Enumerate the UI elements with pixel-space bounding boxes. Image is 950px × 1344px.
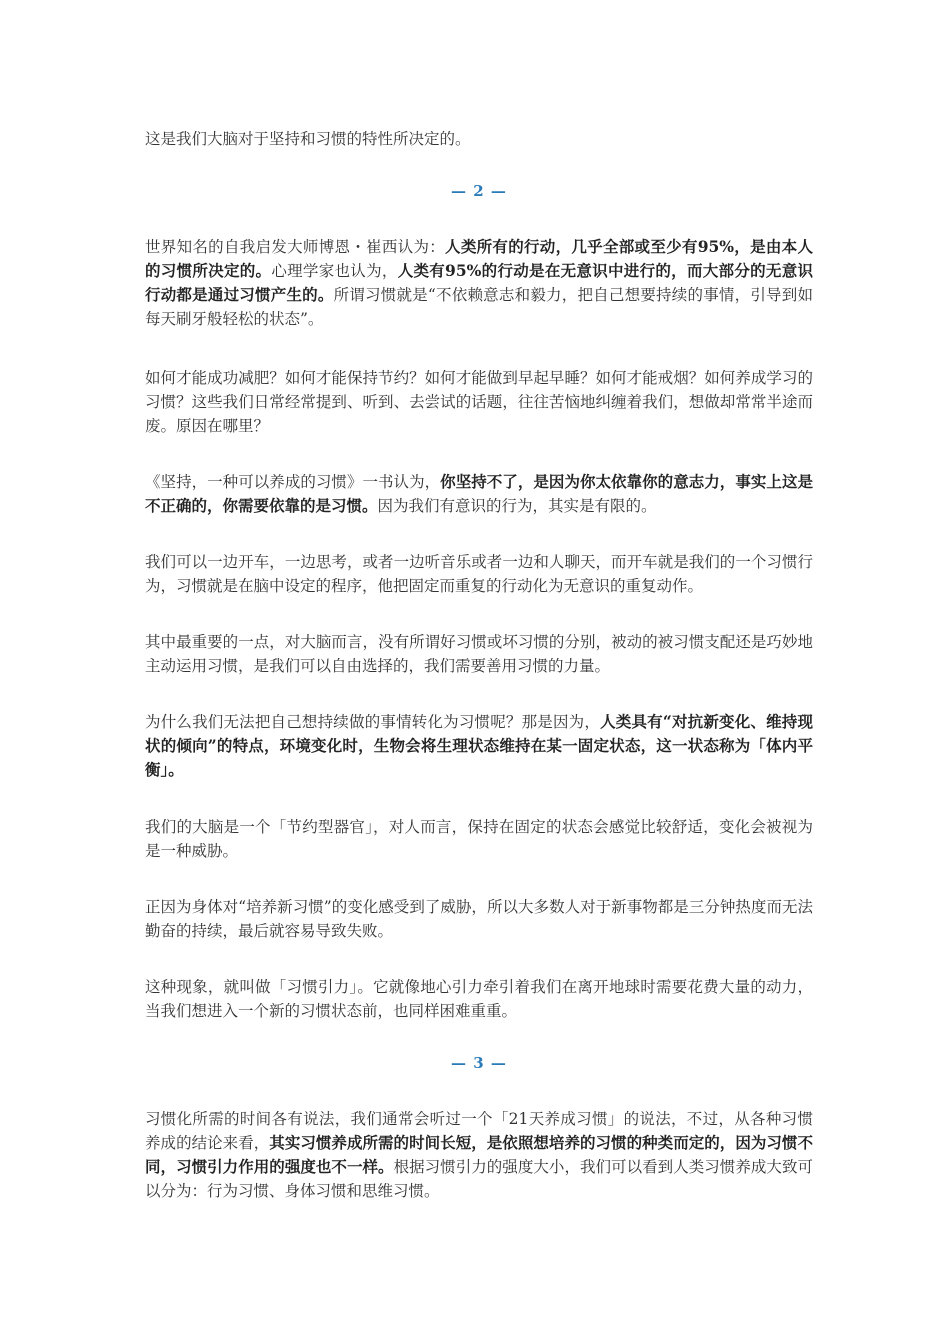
paragraph [145,815,813,863]
paragraph [145,235,813,331]
paragraph [145,550,813,598]
text-run: 习惯化所需的时间各有说法，我们通常会听过一个「21天养成习惯」的说法，不过，从各种习惯养成的结论来看， [145,1110,813,1152]
text-run: 世界知名的自我启发大师博恩・崔西认为： [145,238,446,256]
text-run: 根据习惯引力的强度大小，我们可以看到人类习惯养成大致可以分为：行为习惯、身体习惯和思维习惯。 [145,1158,813,1200]
paragraph [145,127,813,151]
text-run: 我们的大脑是一个「节约型器官」，对人而言，保持在固定的状态会感觉比较舒适，变化会被视为是一种威胁。 [145,818,813,860]
text-run: 心理学家也认为， [271,262,398,280]
bold-text-run: 其实习惯养成所需的时间长短，是依照想培养的习惯的种类而定的，因为习惯不同，习惯引力作用的强度也不一样。 [145,1133,813,1176]
paragraph [145,710,813,782]
text-run: 因为我们有意识的行为，其实是有限的。 [377,497,657,515]
paragraph [145,1107,813,1203]
paragraph [145,470,813,518]
paragraph [145,895,813,943]
text-run: 这种现象，就叫做「习惯引力」。它就像地心引力牵引着我们在离开地球时需要花费大量的动力，当我们想进入一个新的习惯状态前，也同样困难重重。 [145,978,813,1020]
text-run: 为什么我们无法把自己想持续做的事情转化为习惯呢？那是因为， [145,713,601,731]
section-divider: — 3 — [451,1054,507,1072]
text-run: 这是我们大脑对于坚持和习惯的特性所决定的。 [145,130,471,148]
bold-text-run: 人类有95%的行动是在无意识中进行的，而大部分的无意识行动都是通过习惯产生的。 [145,261,813,304]
text-run: 正因为身体对“培养新习惯”的变化感受到了威胁，所以大多数人对于新事物都是三分钟热度而无法勤奋的持续，最后就容易导致失败。 [145,898,813,940]
paragraph [145,366,813,438]
section-divider: — 2 — [451,182,507,200]
bold-text-run: 人类具有“对抗新变化、维持现状的倾向”的特点，环境变化时，生物会将生理状态维持在某一固定状态，这一状态称为「体内平衡」。 [145,712,813,779]
text-run: 其中最重要的一点，对大脑而言，没有所谓好习惯或坏习惯的分别，被动的被习惯支配还是巧妙地主动运用习惯，是我们可以自由选择的，我们需要善用习惯的力量。 [145,633,813,675]
bold-text-run: 你坚持不了，是因为你太依靠你的意志力，事实上这是不正确的，你需要依靠的是习惯。 [145,472,813,515]
text-run: 《坚持，一种可以养成的习惯》一书认为， [145,473,441,491]
bold-text-run: 人类所有的行动，几乎全部或至少有95%，是由本人的习惯所决定的。 [145,237,813,280]
paragraph [145,630,813,678]
text-run: 我们可以一边开车，一边思考，或者一边听音乐或者一边和人聊天，而开车就是我们的一个习惯行为，习惯就是在脑中设定的程序，他把固定而重复的行动化为无意识的重复动作。 [145,553,813,595]
paragraph [145,975,813,1023]
text-run: 如何才能成功减肥？如何才能保持节约？如何才能做到早起早睡？如何才能戒烟？如何养成学习的习惯？这些我们日常经常提到、听到、去尝试的话题，往往苦恼地纠缠着我们，想做却常常半途而废。原因在哪里？ [145,369,813,435]
text-run: 所谓习惯就是“不依赖意志和毅力，把自己想要持续的事情，引导到如每天刷牙般轻松的状态”。 [145,286,813,328]
